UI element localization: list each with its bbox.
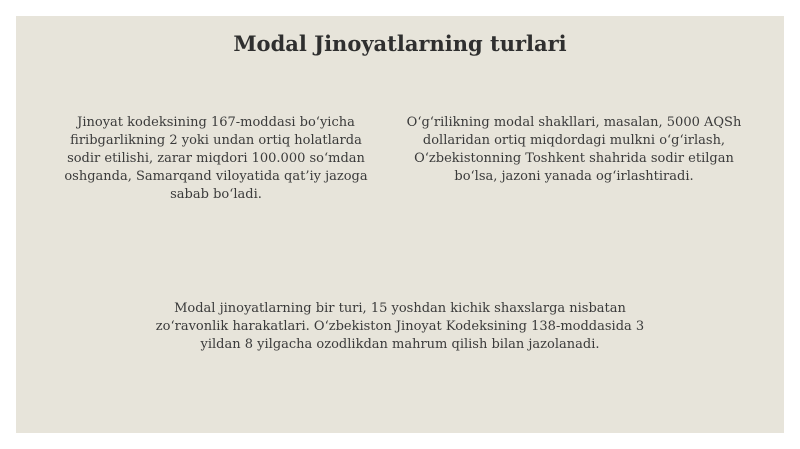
slide bbox=[16, 16, 784, 433]
paragraph-fraud: Jinoyat kodeksining 167-moddasi bo‘yicha firibgarlikning 2 yoki undan ortiq holatlarda sodir etilishi, zarar miqdori 100.000 so‘mdan oshganda, Samarqand viloyatida qat’iy jazoga sabab bo‘ladi. bbox=[64, 115, 368, 202]
paragraph-violence-minors: Modal jinoyatlarning bir turi, 15 yoshdan kichik shaxslarga nisbatan zo‘ravonlik harakatlari. O‘zbekiston Jinoyat Kodeksining 138-moddasida 3 yildan 8 yilgacha ozodlikdan mahrum qilish bilan jazolanadi. bbox=[155, 301, 645, 352]
paragraph-theft: O‘g‘rilikning modal shakllari, masalan, 5000 AQSh dollaridan ortiq miqdordagi mulkni o‘g‘irlash, O‘zbekistonning Toshkent shahrida sodir etilgan bo‘lsa, jazoni yanada og‘irlashtiradi. bbox=[406, 115, 742, 184]
slide-title: Modal Jinoyatlarning turlari bbox=[233, 31, 567, 56]
